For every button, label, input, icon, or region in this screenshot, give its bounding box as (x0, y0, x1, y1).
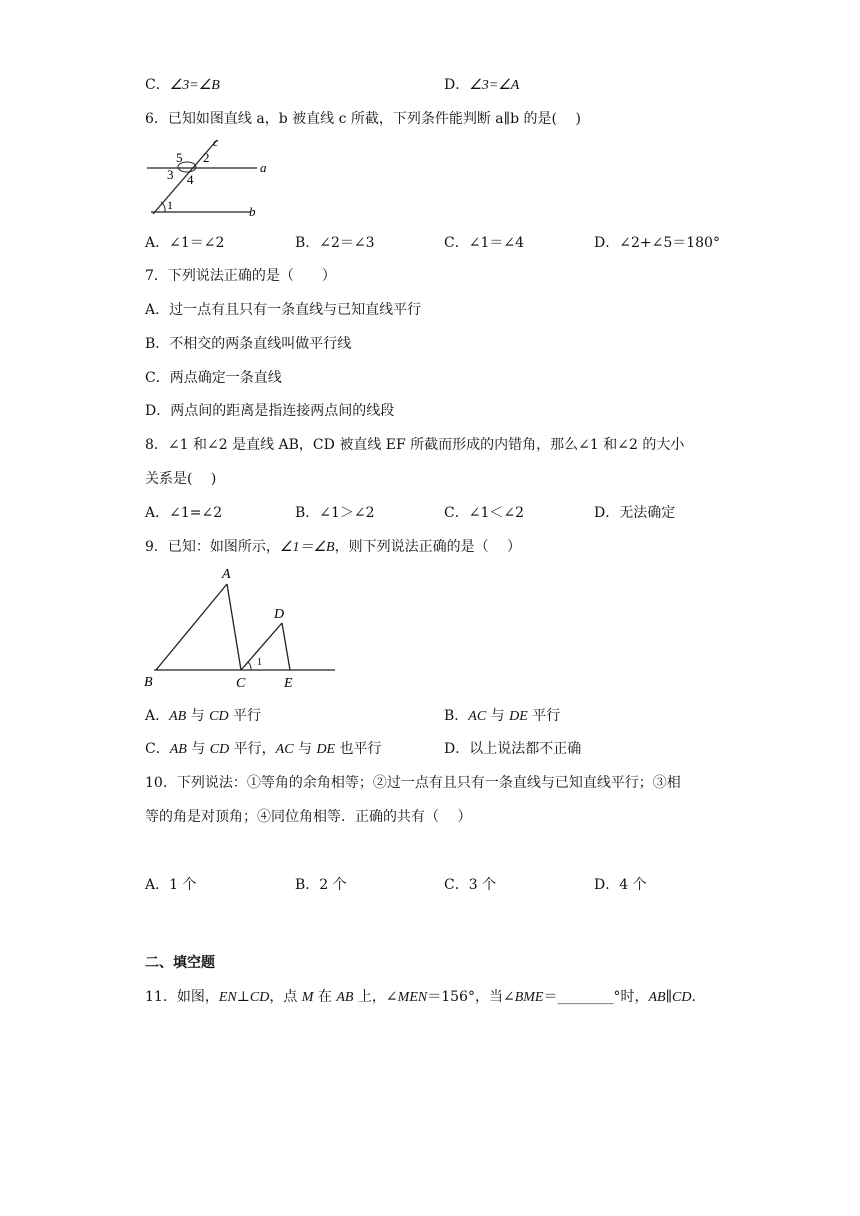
option-text: 3 个 (468, 877, 497, 893)
option-text: ∠1=∠2 (169, 505, 223, 521)
option-letter: D． (444, 77, 470, 93)
q6-option-c (444, 232, 524, 252)
option-text: ∠1＜∠2 (468, 505, 524, 521)
label-a: a (260, 160, 267, 175)
option-letter: B． (444, 708, 469, 724)
option-math: AB (169, 742, 187, 757)
label-1: 1 (167, 198, 173, 212)
q11-blank[interactable]: ＝________°时， (543, 989, 649, 1005)
option-letter: D． (444, 741, 470, 757)
q7-option-c (145, 367, 282, 387)
q6-stem: 6．已知如图直线 a，b 被直线 c 所截，下列条件能判断 a∥b 的是( ) (145, 111, 581, 127)
q6-option-d (594, 232, 720, 252)
q11-text: . (691, 989, 696, 1005)
q11-text: ∥ (665, 989, 673, 1005)
option-math: DE (316, 742, 336, 757)
q9-option-b (444, 705, 560, 725)
q6-figure (145, 135, 275, 220)
option-letter: D． (594, 505, 620, 521)
option-letter: D． (145, 403, 171, 419)
q11-text: 上，∠ (353, 989, 398, 1005)
option-text: 平行 (527, 708, 561, 724)
option-text: ∠1＝∠2 (169, 235, 225, 251)
option-letter: B． (295, 877, 320, 893)
q8-option-d (594, 502, 675, 522)
option-math: AC (468, 709, 487, 724)
q9-option-c (145, 738, 382, 758)
option-text: 平行， (229, 741, 276, 757)
option-text: ∠2+∠5＝180° (619, 235, 720, 251)
option-letter: A． (145, 505, 170, 521)
label-B: B (144, 675, 153, 690)
label-3: 3 (167, 167, 174, 182)
angle-1-arc (248, 662, 251, 670)
q9-option-a (145, 705, 261, 725)
option-text: ∠1＝∠4 (468, 235, 524, 251)
label-2: 2 (203, 150, 210, 165)
option-letter: D． (594, 235, 620, 251)
option-letter: C． (145, 741, 170, 757)
q9-stem-post: ，则下列说法正确的是（ ） (334, 539, 522, 555)
option-text: 与 (293, 741, 317, 757)
q11-math: MEN (397, 990, 428, 1005)
q10-option-d (594, 874, 647, 894)
option-letter: B． (295, 235, 320, 251)
option-text: 以上说法都不正确 (469, 741, 582, 757)
label-4: 4 (187, 172, 194, 187)
q9-option-d (444, 738, 581, 758)
label-A: A (222, 567, 231, 582)
q11-text: 在 (313, 989, 337, 1005)
q11-math: AB (336, 990, 354, 1005)
option-text: 不相交的两条直线叫做平行线 (169, 336, 352, 352)
option-letter: B． (295, 505, 320, 521)
label-C: C (236, 676, 246, 691)
q11-math: CD (672, 990, 692, 1005)
option-text: 1 个 (169, 877, 197, 893)
label-b: b (249, 204, 256, 219)
option-text: 两点确定一条直线 (169, 370, 282, 386)
option-letter: B． (145, 336, 170, 352)
option-math: DE (509, 709, 528, 724)
segment-de (282, 623, 290, 670)
option-text: 与 (186, 741, 210, 757)
option-text: 与 (186, 708, 210, 724)
q7-option-b (145, 333, 351, 353)
q10-option-c (444, 874, 496, 894)
q8-option-c (444, 502, 524, 522)
q9-figure (140, 562, 340, 692)
q9-stem (145, 536, 521, 556)
option-math: CD (209, 742, 230, 757)
q6-option-a (145, 232, 224, 252)
q11-text: ＝156°，当∠ (427, 989, 515, 1005)
option-text: 过一点有且只有一条直线与已知直线平行 (169, 302, 422, 318)
option-math: AB (169, 709, 187, 724)
label-1: 1 (257, 657, 262, 668)
q10-stem-line1: 10．下列说法：①等角的余角相等；②过一点有且只有一条直线与已知直线平行；③相 (145, 775, 681, 791)
option-letter: A． (145, 877, 170, 893)
q8-stem-line2: 关系是( ) (145, 471, 217, 487)
segment-ba (156, 584, 227, 670)
q11-math: AB (648, 990, 666, 1005)
q11-text: ，点 (269, 989, 302, 1005)
label-E: E (284, 676, 293, 691)
q11-stem (145, 986, 696, 1006)
option-text: ∠2＝∠3 (319, 235, 375, 251)
option-text: ∠3=∠A (469, 78, 520, 93)
option-letter: C． (444, 877, 469, 893)
q5-option-c (145, 74, 220, 94)
option-text: ∠3=∠B (169, 78, 220, 93)
option-letter: C． (444, 235, 469, 251)
option-letter: A． (145, 235, 170, 251)
option-text: 与 (486, 708, 510, 724)
option-letter: C． (145, 370, 170, 386)
q9-stem-pre: 9．已知：如图所示， (145, 539, 280, 555)
q10-option-b (295, 874, 347, 894)
q7-option-a (145, 299, 421, 319)
label-5: 5 (176, 150, 183, 165)
option-letter: D． (594, 877, 620, 893)
q8-stem-line1: 8．∠1 和∠2 是直线 AB，CD 被直线 EF 所截而形成的内错角，那么∠1 和∠2 的大小 (145, 437, 685, 453)
q7-option-d (145, 400, 394, 420)
option-math: AC (275, 742, 294, 757)
q6-option-b (295, 232, 375, 252)
option-text: 两点间的距离是指连接两点间的线段 (170, 403, 395, 419)
option-text: 4 个 (619, 877, 647, 893)
q8-option-a (145, 502, 222, 522)
option-text: 无法确定 (619, 505, 676, 521)
q10-option-a (145, 874, 196, 894)
option-letter: A． (145, 708, 170, 724)
q11-text: 11．如图， (145, 989, 219, 1005)
q10-stem-line2: 等的角是对顶角；④同位角相等．正确的共有（ ） (145, 809, 472, 825)
q8-option-b (295, 502, 375, 522)
option-text: 也平行 (335, 741, 382, 757)
section-title: 二、填空题 (145, 955, 215, 971)
q9-stem-math: ∠1＝∠B (279, 540, 335, 555)
label-c: c (213, 135, 219, 149)
q11-text: ⊥ (236, 989, 250, 1005)
q11-math: CD (249, 990, 270, 1005)
option-text: 2 个 (319, 877, 347, 893)
label-D: D (274, 607, 285, 622)
option-letter: A． (145, 302, 170, 318)
q7-stem: 7．下列说法正确的是（ ） (145, 268, 336, 284)
q11-math: M (301, 990, 314, 1005)
option-text: 平行 (228, 708, 262, 724)
option-letter: C． (444, 505, 469, 521)
option-letter: C． (145, 77, 170, 93)
option-text: ∠1＞∠2 (319, 505, 375, 521)
option-math: CD (209, 709, 229, 724)
q5-option-d (444, 74, 519, 94)
q11-math: EN (218, 990, 237, 1005)
segment-ac (227, 584, 241, 670)
q11-math: BME (514, 990, 544, 1005)
